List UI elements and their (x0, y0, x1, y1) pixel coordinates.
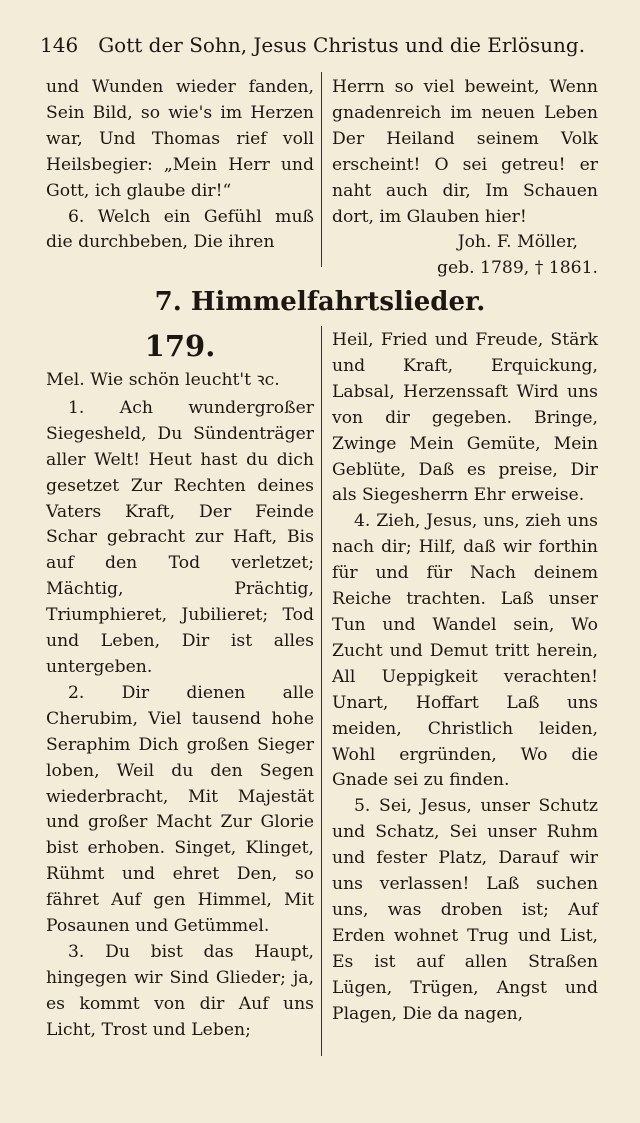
column-divider-bottom (321, 326, 322, 1056)
verse-3-continuation: Heil, Fried und Freude, Stärk und Kraft, Erquickung, Labsal, Herzenssaft Wird uns von dir gegeben. Bringe, Zwinge Mein Gemüte, Mein Geblüte, Daß es preise, Dir als Siegesherrn Ehr erweise. (332, 330, 598, 506)
bottom-left-column (46, 368, 314, 1044)
bottom-right-column (332, 328, 598, 1027)
top-left-column (46, 75, 314, 256)
top-right-column (332, 75, 598, 282)
verse-1: 1. Ach wundergroßer Siegesheld, Du Sündenträger aller Welt! Heut hast du dich gesetzet Zur Rechten deines Vaters Kraft, Der Feinde Schar gebracht zur Haft, Bis auf den Tod verletzet; Mächtig, Prächtig, Triumphieret, Jubilieret; Tod und Leben, Dir ist alles untergeben. (46, 397, 314, 677)
hymn-number: 179. (144, 329, 216, 363)
verse-2: 2. Dir dienen alle Cherubim, Viel tausend hohe Seraphim Dich großen Sieger loben, Weil du den Segen wiederbracht, Mit Majestät und großer Macht Zur Glorie bist erhoben. Singet, Klinget, Rühmt und ehret Den, so fähret Auf gen Himmel, Mit Posaunen und Getümmel. (46, 682, 314, 937)
page-header (40, 28, 600, 62)
verse-5: 5. Sei, Jesus, unser Schutz und Schatz, Sei unser Ruhm und fester Platz, Darauf wir uns verlassen! Laß suchen uns, was droben ist; Auf Erden wohnet Trug und List, Es ist auf allen Straßen Lügen, Trügen, Angst und Plagen, Die da nagen, (332, 796, 598, 1024)
column-divider-top (321, 72, 322, 267)
running-title: Gott der Sohn, Jesus Christus und die Erlösung. (98, 33, 586, 57)
page-number: 146 (40, 33, 79, 57)
section-title: 7. Himmelfahrtslieder. (154, 287, 486, 317)
melody-line: Mel. Wie schön leucht't ꝛc. (46, 370, 280, 390)
author-dates: geb. 1789, † 1861. (436, 258, 598, 279)
verse-continuation: Herrn so viel beweint, Wenn gnadenreich im neuen Leben Der Heiland seinem Volk erscheint! O sei getreu! er naht auch dir, Im Schauen dort, im Glauben hier! (332, 77, 598, 227)
verse-continuation: und Wunden wieder fanden, Sein Bild, so wie's im Herzen war, Und Thomas rief voll Heilsbegier: „Mein Herr und Gott, ich glaube dir!“ (46, 77, 314, 201)
verse-6: 6. Welch ein Gefühl muß die durchbeben, Die ihren (46, 206, 314, 253)
verse-4: 4. Zieh, Jesus, uns, zieh uns nach dir; Hilf, daß wir forthin für und für Nach deinem Reiche trachten. Laß unser Tun und Wandel sein, Wo Zucht und Demut tritt herein, All Ueppigkeit verachten! Unart, Hoffart Laß uns meiden, Christlich leiden, Wohl ergründen, Wo die Gnade sei zu finden. (332, 511, 598, 791)
author-name: Joh. F. Möller, (457, 232, 578, 253)
verse-3: 3. Du bist das Haupt, hingegen wir Sind Glieder; ja, es kommt von dir Auf uns Licht, Trost und Leben; (46, 941, 314, 1040)
